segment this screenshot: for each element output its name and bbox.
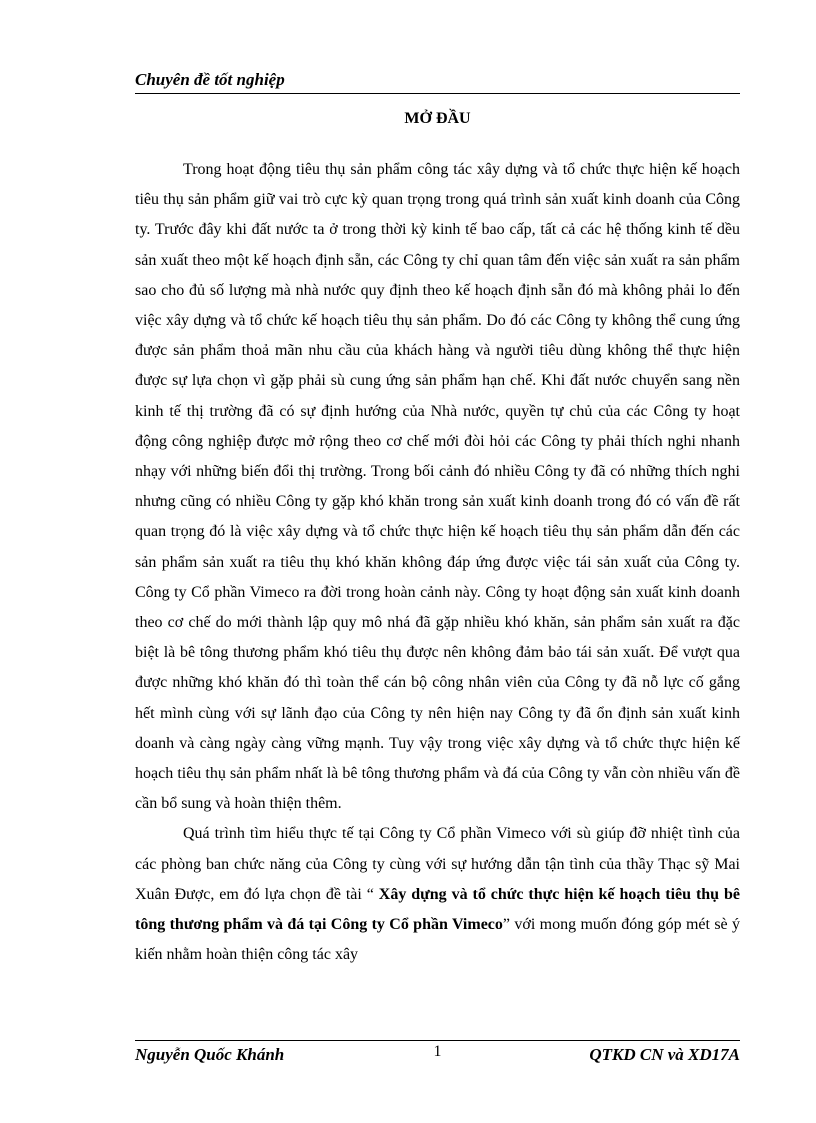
- paragraph-2-text-end: ” với mong muốn đóng góp mét sè ý kiến nhằm hoàn thiện công tác xây: [135, 916, 741, 964]
- footer-class: QTKD CN và XD17A: [589, 1045, 740, 1064]
- header-title: Chuyên đề tốt nghiệp: [135, 70, 285, 89]
- paragraph-2: [135, 819, 740, 970]
- paragraph-2-text-start: Quá trình tìm hiểu thực tế tại Công ty Cổ phần Vimeco với sù giúp đỡ nhiệt tình của các phòng ban chức năng của Công ty cùng với sự hướng dẫn tận tình của thầy Thạc sỹ Mai Xuân Được, em đó lựa chọn đề tài “: [135, 825, 740, 903]
- page-header: [135, 66, 740, 94]
- paragraph-1: Trong hoạt động tiêu thụ sản phẩm công tác xây dựng và tổ chức thực hiện kế hoạch tiêu thụ sản phẩm giữ vai trò cực kỳ quan trọng trong quá trình sản xuất kinh doanh của Công ty. Trước đây khi đất nước ta ở trong thời kỳ kinh tế bao cấp, tất cả các hệ thống kinh tế dều sản xuất theo một kế hoạch định sẵn, các Công ty chỉ quan tâm đến việc sản xuất ra sản phẩm sao cho đủ số lượng mà nhà nước quy định theo kế hoạch định sẵn đó mà không phải lo đến việc xây dựng và tổ chức kế hoạch tiêu thụ sản phẩm. Do đó các Công ty không thể cung ứng được sản phẩm thoả mãn nhu cầu của khách hàng và người tiêu dùng không thể thực hiện được sự lựa chọn vì gặp phải sù cung ứng sản phẩm hạn chế. Khi đất nước chuyển sang nền kinh tế thị trường đã có sự định hướng của Nhà nước, quyền tự chủ của các Công ty hoạt động công nghiệp được mở rộng theo cơ chế mới đòi hỏi các Công ty phải thích nghi nhanh nhạy với những biến đổi thị trường. Trong bối cảnh đó nhiều Công ty đã có những thích nghi nhưng cũng có nhiều Công ty gặp khó khăn trong sản xuất kinh doanh trong đó có vấn đề rất quan trọng đó là việc xây dựng và tổ chức thực hiện kế hoạch tiêu thụ sản phẩm dẫn đến các sản phẩm sản xuất ra tiêu thụ khó khăn không đáp ứng được việc tái sản xuất của Công ty. Công ty Cổ phần Vimeco ra đời trong hoàn cảnh này. Công ty hoạt động sản xuất kinh doanh theo cơ chế do mới thành lập quy mô nhá đã gặp nhiều khó khăn, sản phẩm sản xuất ra đặc biệt là bê tông thương phẩm khó tiêu thụ được nên không đảm bảo tái sản xuất. Để vượt qua được những khó khăn đó thì toàn thể cán bộ công nhân viên của Công ty đã nỗ lực cố gắng hết mình cùng với sự lãnh đạo của Công ty nên hiện nay Công ty đã ổn định sản xuất kinh doanh và càng ngày càng vững mạnh. Tuy vậy trong việc xây dựng và tổ chức thực hiện kế hoạch tiêu thụ sản phẩm nhất là bê tông thương phẩm và đá của Công ty vẫn còn nhiều vấn đề cần bổ sung và hoàn thiện thêm.: [135, 161, 740, 813]
- footer-author: Nguyễn Quốc Khánh: [135, 1045, 285, 1064]
- thesis-topic-title: Xây dựng và tổ chức thực hiện kế hoạch tiêu thụ bê tông thương phẩm và đá tại Công ty Cổ phần Vimeco: [135, 885, 740, 934]
- section-heading: MỞ ĐẦU: [404, 110, 471, 127]
- page-footer: [135, 1040, 740, 1071]
- body-text: [135, 155, 740, 970]
- page-number: 1: [433, 1043, 442, 1060]
